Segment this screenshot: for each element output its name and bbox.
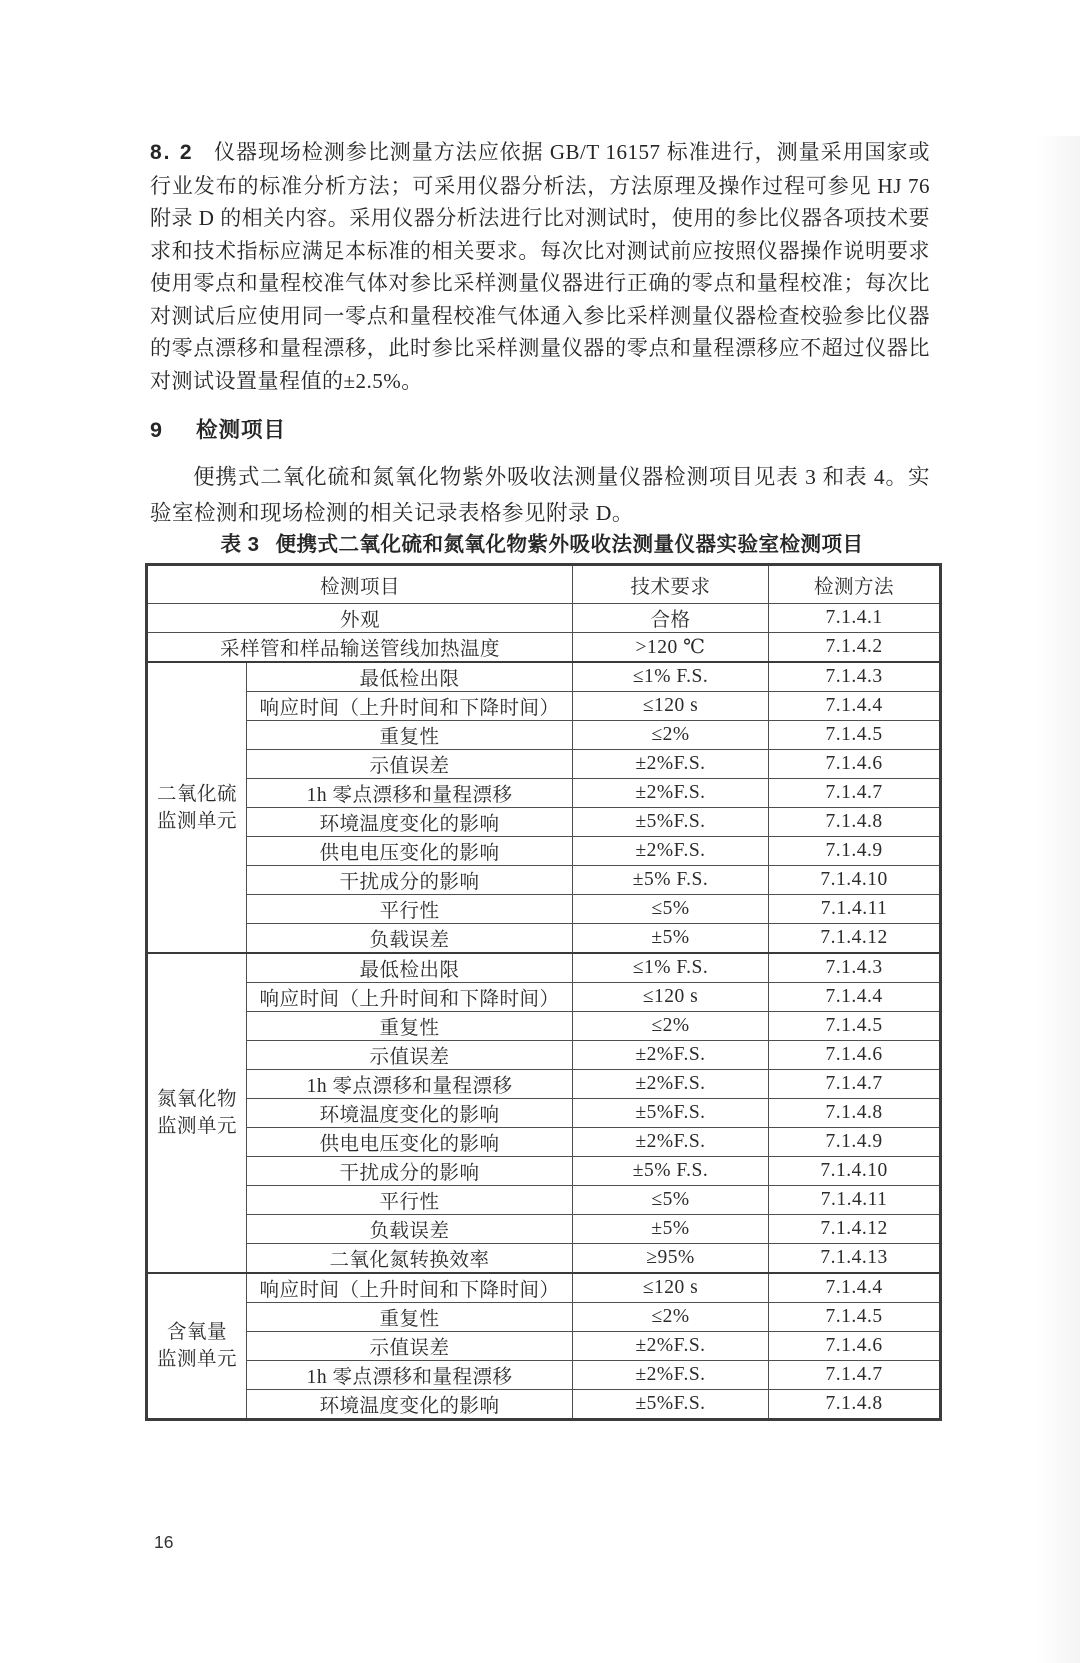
table-row xyxy=(147,779,941,808)
group-label-cell: 二氧化硫 监测单元 xyxy=(147,662,247,953)
requirement-cell: ±2%F.S. xyxy=(573,1128,769,1157)
table-row xyxy=(147,1128,941,1157)
requirement-cell: ±5% F.S. xyxy=(573,866,769,895)
method-cell: 7.1.4.11 xyxy=(769,1186,941,1215)
requirement-cell: ±5% xyxy=(573,924,769,954)
item-cell: 平行性 xyxy=(247,895,573,924)
requirement-cell: ±5% F.S. xyxy=(573,1157,769,1186)
item-cell: 采样管和样品输送管线加热温度 xyxy=(147,633,573,663)
item-cell: 外观 xyxy=(147,604,573,633)
document-page xyxy=(0,136,1080,1663)
table-row xyxy=(147,1099,941,1128)
method-cell: 7.1.4.7 xyxy=(769,779,941,808)
requirement-cell: ≤1% F.S. xyxy=(573,662,769,692)
item-cell: 响应时间（上升时间和下降时间） xyxy=(247,983,573,1012)
requirement-cell: ±2%F.S. xyxy=(573,1041,769,1070)
item-cell: 示值误差 xyxy=(247,1041,573,1070)
item-cell: 1h 零点漂移和量程漂移 xyxy=(247,1361,573,1390)
method-cell: 7.1.4.12 xyxy=(769,1215,941,1244)
item-cell: 响应时间（上升时间和下降时间） xyxy=(247,692,573,721)
item-cell: 环境温度变化的影响 xyxy=(247,808,573,837)
table-row xyxy=(147,1390,941,1420)
method-cell: 7.1.4.1 xyxy=(769,604,941,633)
table-row xyxy=(147,1041,941,1070)
table3-header-row xyxy=(147,565,941,604)
method-cell: 7.1.4.7 xyxy=(769,1361,941,1390)
clause-8-2-text: 仪器现场检测参比测量方法应依据 GB/T 16157 标准进行，测量采用国家或行业发布的标准分析方法；可采用仪器分析法，方法原理及操作过程可参见 HJ 76 附录 D 的相关内容。采用仪器分析法进行比对测试时，使用的参比仪器各项技术要求和技术指标应满足本标准的相关要求。每次比对测试前应按照仪器操作说明要求使用零点和量程校准气体对参比采样测量仪器进行正确的零点和量程校准；每次比对测试后应使用同一零点和量程校准气体通入参比采样测量仪器检查校验参比仪器的零点漂移和量程漂移，此时参比采样测量仪器的零点和量程漂移应不超过仪器比对测试设置量程值的±2.5%。 xyxy=(150,140,931,393)
table3-caption xyxy=(145,532,939,558)
table-row xyxy=(147,750,941,779)
requirement-cell: ≤5% xyxy=(573,1186,769,1215)
table3-header xyxy=(147,565,941,604)
table-row xyxy=(147,808,941,837)
table-row xyxy=(147,1303,941,1332)
table-row xyxy=(147,692,941,721)
table-row xyxy=(147,1186,941,1215)
method-cell: 7.1.4.6 xyxy=(769,1332,941,1361)
item-cell: 示值误差 xyxy=(247,1332,573,1361)
item-cell: 响应时间（上升时间和下降时间） xyxy=(247,1273,573,1303)
group-label-cell: 氮氧化物 监测单元 xyxy=(147,953,247,1273)
requirement-cell: ±2%F.S. xyxy=(573,1361,769,1390)
requirement-cell: ±2%F.S. xyxy=(573,1070,769,1099)
col-header-item: 检测项目 xyxy=(147,565,573,604)
clause-8-2-paragraph xyxy=(150,136,930,397)
col-header-requirement: 技术要求 xyxy=(573,565,769,604)
method-cell: 7.1.4.3 xyxy=(769,662,941,692)
item-cell: 环境温度变化的影响 xyxy=(247,1099,573,1128)
requirement-cell: ≤120 s xyxy=(573,983,769,1012)
method-cell: 7.1.4.4 xyxy=(769,983,941,1012)
item-cell: 干扰成分的影响 xyxy=(247,1157,573,1186)
table3-body xyxy=(147,604,941,1420)
method-cell: 7.1.4.3 xyxy=(769,953,941,983)
requirement-cell: 合格 xyxy=(573,604,769,633)
method-cell: 7.1.4.4 xyxy=(769,692,941,721)
table3 xyxy=(145,563,942,1421)
requirement-cell: ≤2% xyxy=(573,1303,769,1332)
method-cell: 7.1.4.10 xyxy=(769,866,941,895)
table-row xyxy=(147,1244,941,1274)
item-cell: 重复性 xyxy=(247,1012,573,1041)
table-row xyxy=(147,1070,941,1099)
requirement-cell: ≤120 s xyxy=(573,692,769,721)
clause-8-2-label: 8. 2 xyxy=(150,141,194,164)
table-row xyxy=(147,837,941,866)
table-row xyxy=(147,721,941,750)
page-number: 16 xyxy=(154,1532,174,1552)
method-cell: 7.1.4.5 xyxy=(769,721,941,750)
clause-9-heading xyxy=(150,415,930,445)
method-cell: 7.1.4.7 xyxy=(769,1070,941,1099)
requirement-cell: ±2%F.S. xyxy=(573,837,769,866)
requirement-cell: ±5% xyxy=(573,1215,769,1244)
item-cell: 1h 零点漂移和量程漂移 xyxy=(247,1070,573,1099)
requirement-cell: ≥95% xyxy=(573,1244,769,1274)
clause-9-number: 9 xyxy=(150,418,163,442)
table-row xyxy=(147,604,941,633)
item-cell: 供电电压变化的影响 xyxy=(247,1128,573,1157)
item-cell: 环境温度变化的影响 xyxy=(247,1390,573,1420)
method-cell: 7.1.4.8 xyxy=(769,1099,941,1128)
method-cell: 7.1.4.13 xyxy=(769,1244,941,1274)
table-row xyxy=(147,662,941,692)
item-cell: 示值误差 xyxy=(247,750,573,779)
table-row xyxy=(147,924,941,954)
requirement-cell: ≤2% xyxy=(573,1012,769,1041)
clause-9-paragraph: 便携式二氧化硫和氮氧化物紫外吸收法测量仪器检测项目见表 3 和表 4。实验室检测和现场检测的相关记录表格参见附录 D。 xyxy=(150,465,930,525)
table-row xyxy=(147,983,941,1012)
table-row xyxy=(147,866,941,895)
table-row xyxy=(147,1012,941,1041)
item-cell: 最低检出限 xyxy=(247,953,573,983)
item-cell: 重复性 xyxy=(247,1303,573,1332)
requirement-cell: ≤5% xyxy=(573,895,769,924)
requirement-cell: ±2%F.S. xyxy=(573,779,769,808)
requirement-cell: >120 ℃ xyxy=(573,633,769,663)
method-cell: 7.1.4.11 xyxy=(769,895,941,924)
item-cell: 1h 零点漂移和量程漂移 xyxy=(247,779,573,808)
requirement-cell: ±5%F.S. xyxy=(573,1390,769,1420)
requirement-cell: ±2%F.S. xyxy=(573,750,769,779)
table-row xyxy=(147,633,941,663)
method-cell: 7.1.4.2 xyxy=(769,633,941,663)
requirement-cell: ±5%F.S. xyxy=(573,808,769,837)
item-cell: 二氧化氮转换效率 xyxy=(247,1244,573,1274)
group-label-cell: 含氧量 监测单元 xyxy=(147,1273,247,1420)
requirement-cell: ±2%F.S. xyxy=(573,1332,769,1361)
method-cell: 7.1.4.12 xyxy=(769,924,941,954)
item-cell: 重复性 xyxy=(247,721,573,750)
item-cell: 负载误差 xyxy=(247,924,573,954)
item-cell: 干扰成分的影响 xyxy=(247,866,573,895)
method-cell: 7.1.4.8 xyxy=(769,808,941,837)
table-row xyxy=(147,895,941,924)
table-row xyxy=(147,953,941,983)
item-cell: 最低检出限 xyxy=(247,662,573,692)
table-row xyxy=(147,1215,941,1244)
method-cell: 7.1.4.6 xyxy=(769,750,941,779)
method-cell: 7.1.4.9 xyxy=(769,837,941,866)
requirement-cell: ≤2% xyxy=(573,721,769,750)
table3-caption-text: 便携式二氧化硫和氮氧化物紫外吸收法测量仪器实验室检测项目 xyxy=(275,533,864,556)
col-header-method: 检测方法 xyxy=(769,565,941,604)
method-cell: 7.1.4.6 xyxy=(769,1041,941,1070)
item-cell: 供电电压变化的影响 xyxy=(247,837,573,866)
method-cell: 7.1.4.8 xyxy=(769,1390,941,1420)
table-row xyxy=(147,1332,941,1361)
clause-9-title: 检测项目 xyxy=(196,418,287,442)
table-row xyxy=(147,1361,941,1390)
requirement-cell: ≤120 s xyxy=(573,1273,769,1303)
table3-caption-label: 表 3 xyxy=(220,533,260,556)
requirement-cell: ±5%F.S. xyxy=(573,1099,769,1128)
table-row xyxy=(147,1157,941,1186)
method-cell: 7.1.4.4 xyxy=(769,1273,941,1303)
method-cell: 7.1.4.5 xyxy=(769,1303,941,1332)
method-cell: 7.1.4.5 xyxy=(769,1012,941,1041)
table-row xyxy=(147,1273,941,1303)
item-cell: 平行性 xyxy=(247,1186,573,1215)
item-cell: 负载误差 xyxy=(247,1215,573,1244)
method-cell: 7.1.4.9 xyxy=(769,1128,941,1157)
method-cell: 7.1.4.10 xyxy=(769,1157,941,1186)
requirement-cell: ≤1% F.S. xyxy=(573,953,769,983)
